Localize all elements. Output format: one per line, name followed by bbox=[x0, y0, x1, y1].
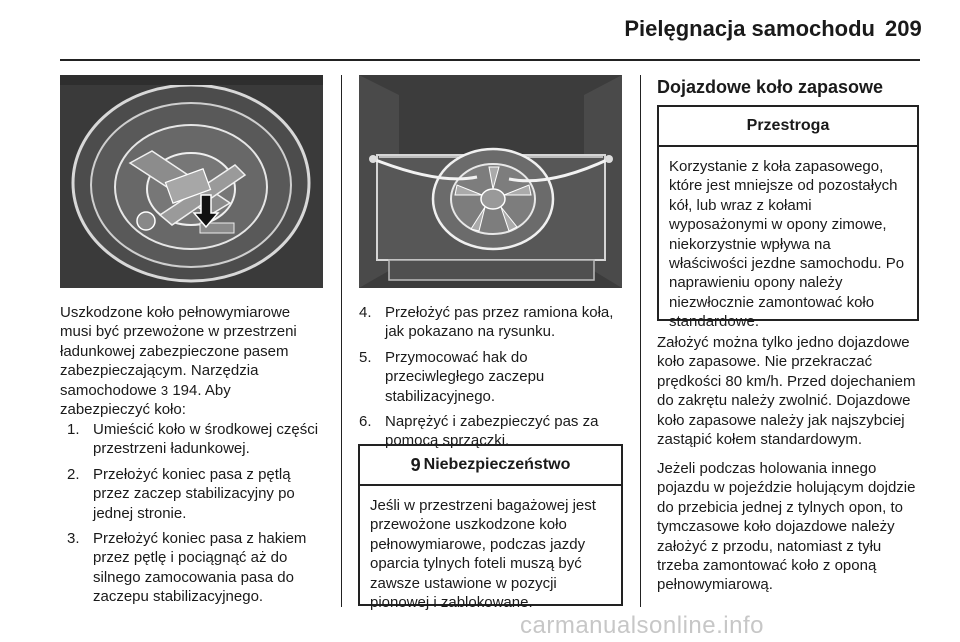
page-title: Pielęgnacja samochodu bbox=[624, 16, 875, 41]
step-number: 4. bbox=[359, 304, 372, 321]
caution-box-text: Korzystanie z koła zapasowego, które jest mniejsze od pozostałych kół, lub wraz z kołami wyposażonymi w opony zimowe, niekorzystnie wpływa na właściwości jezdne samochodu. Po naprawieniu opony należy niezwłocznie zamontować koło standardowe. bbox=[669, 158, 905, 331]
step-text: Przymocować hak do przeciwległego zaczepu stabilizacyjnego. bbox=[385, 348, 545, 405]
column-divider-1 bbox=[341, 75, 342, 607]
step-number: 5. bbox=[359, 348, 372, 366]
intro-line-1: Uszkodzone koło pełnowymiarowe bbox=[60, 304, 291, 321]
column3-paragraph-1: Założyć można tylko jedno dojazdowe koło zapasowe. Nie przekraczać prędkości 80 km/h. Przed dojechaniem do zakrętu należy zwolnić. Dojazdowe koło zapasowe należy jak najszybciej zastąpić kołem standardowym. bbox=[657, 334, 916, 449]
danger-warning-icon: 9 bbox=[410, 454, 421, 475]
danger-box-text: Jeśli w przestrzeni bagażowej jest przewożone uszkodzone koło pełnowymiarowe, podczas jazdy oparcia tylnych foteli muszą być zawsze ustawione w pozycji pionowej i zablokowane. bbox=[370, 497, 596, 612]
caution-box-header bbox=[659, 107, 917, 147]
intro-line-5: samochodowe bbox=[60, 381, 161, 399]
step-number: 1. bbox=[67, 421, 80, 438]
watermark: carmanualsonline.info bbox=[520, 612, 764, 639]
step-number: 6. bbox=[359, 413, 372, 431]
intro-line-6: zabezpieczyć koło: bbox=[60, 401, 186, 419]
figure-spare-wheel-well bbox=[60, 75, 323, 288]
cross-reference-arrow-icon: 3 bbox=[160, 382, 169, 398]
caution-box-title: Przestroga bbox=[746, 117, 830, 134]
page-number: 209 bbox=[885, 16, 922, 41]
section-title: Dojazdowe koło zapasowe bbox=[657, 77, 884, 97]
column1-steps bbox=[67, 420, 329, 613]
step-text: Umieścić koło w środkowej części przestrzeni ładunkowej. bbox=[93, 421, 319, 458]
list-item bbox=[67, 465, 329, 523]
danger-box-title: Niebezpieczeństwo bbox=[423, 456, 571, 473]
step-number: 2. bbox=[67, 465, 80, 483]
step-number: 3. bbox=[67, 530, 80, 548]
intro-line-3: ładunkowej zabezpieczone pasem bbox=[60, 342, 289, 360]
list-item bbox=[359, 303, 624, 342]
column2-steps bbox=[359, 303, 624, 457]
column1-intro bbox=[60, 303, 330, 419]
danger-box bbox=[358, 444, 623, 612]
column-divider-2 bbox=[640, 75, 641, 607]
list-item bbox=[67, 529, 329, 607]
step-text: Przełożyć koniec pasa z hakiem przez pętlę i pociągnąć aż do silnego zamocowania pasa do zaczepu stabilizacyjnego. bbox=[93, 530, 307, 606]
danger-box-header bbox=[360, 446, 621, 486]
caution-box bbox=[657, 105, 919, 331]
step-text: Przełożyć koniec pasa z pętlą przez zaczep stabilizacyjny po jednej stronie. bbox=[93, 465, 295, 522]
step-text: Przełożyć pas przez ramiona koła, jak pokazano na rysunku. bbox=[385, 304, 614, 341]
intro-line-2: musi być przewożone w przestrzeni bbox=[60, 323, 297, 341]
header-rule bbox=[60, 59, 920, 61]
figure-trunk-wheel-strap bbox=[359, 75, 622, 288]
column3-paragraph-2: Jeżeli podczas holowania innego pojazdu w pojeździe holującym dojdzie do przebicia jednej z tylnych opon, to tymczasowe koło dojazdowe należy założyć z przodu, natomiast z tyłu trzeba zamontować koło z oponą pełnowymiarową. bbox=[657, 460, 916, 594]
list-item bbox=[67, 420, 329, 459]
intro-line-4: zabezpieczającym. Narzędzia bbox=[60, 362, 259, 380]
list-item bbox=[359, 348, 624, 406]
step-text: Naprężyć i zabezpieczyć pas za pomocą sprzączki. bbox=[385, 413, 599, 450]
cross-reference-link[interactable]: 194. Aby bbox=[172, 381, 231, 399]
